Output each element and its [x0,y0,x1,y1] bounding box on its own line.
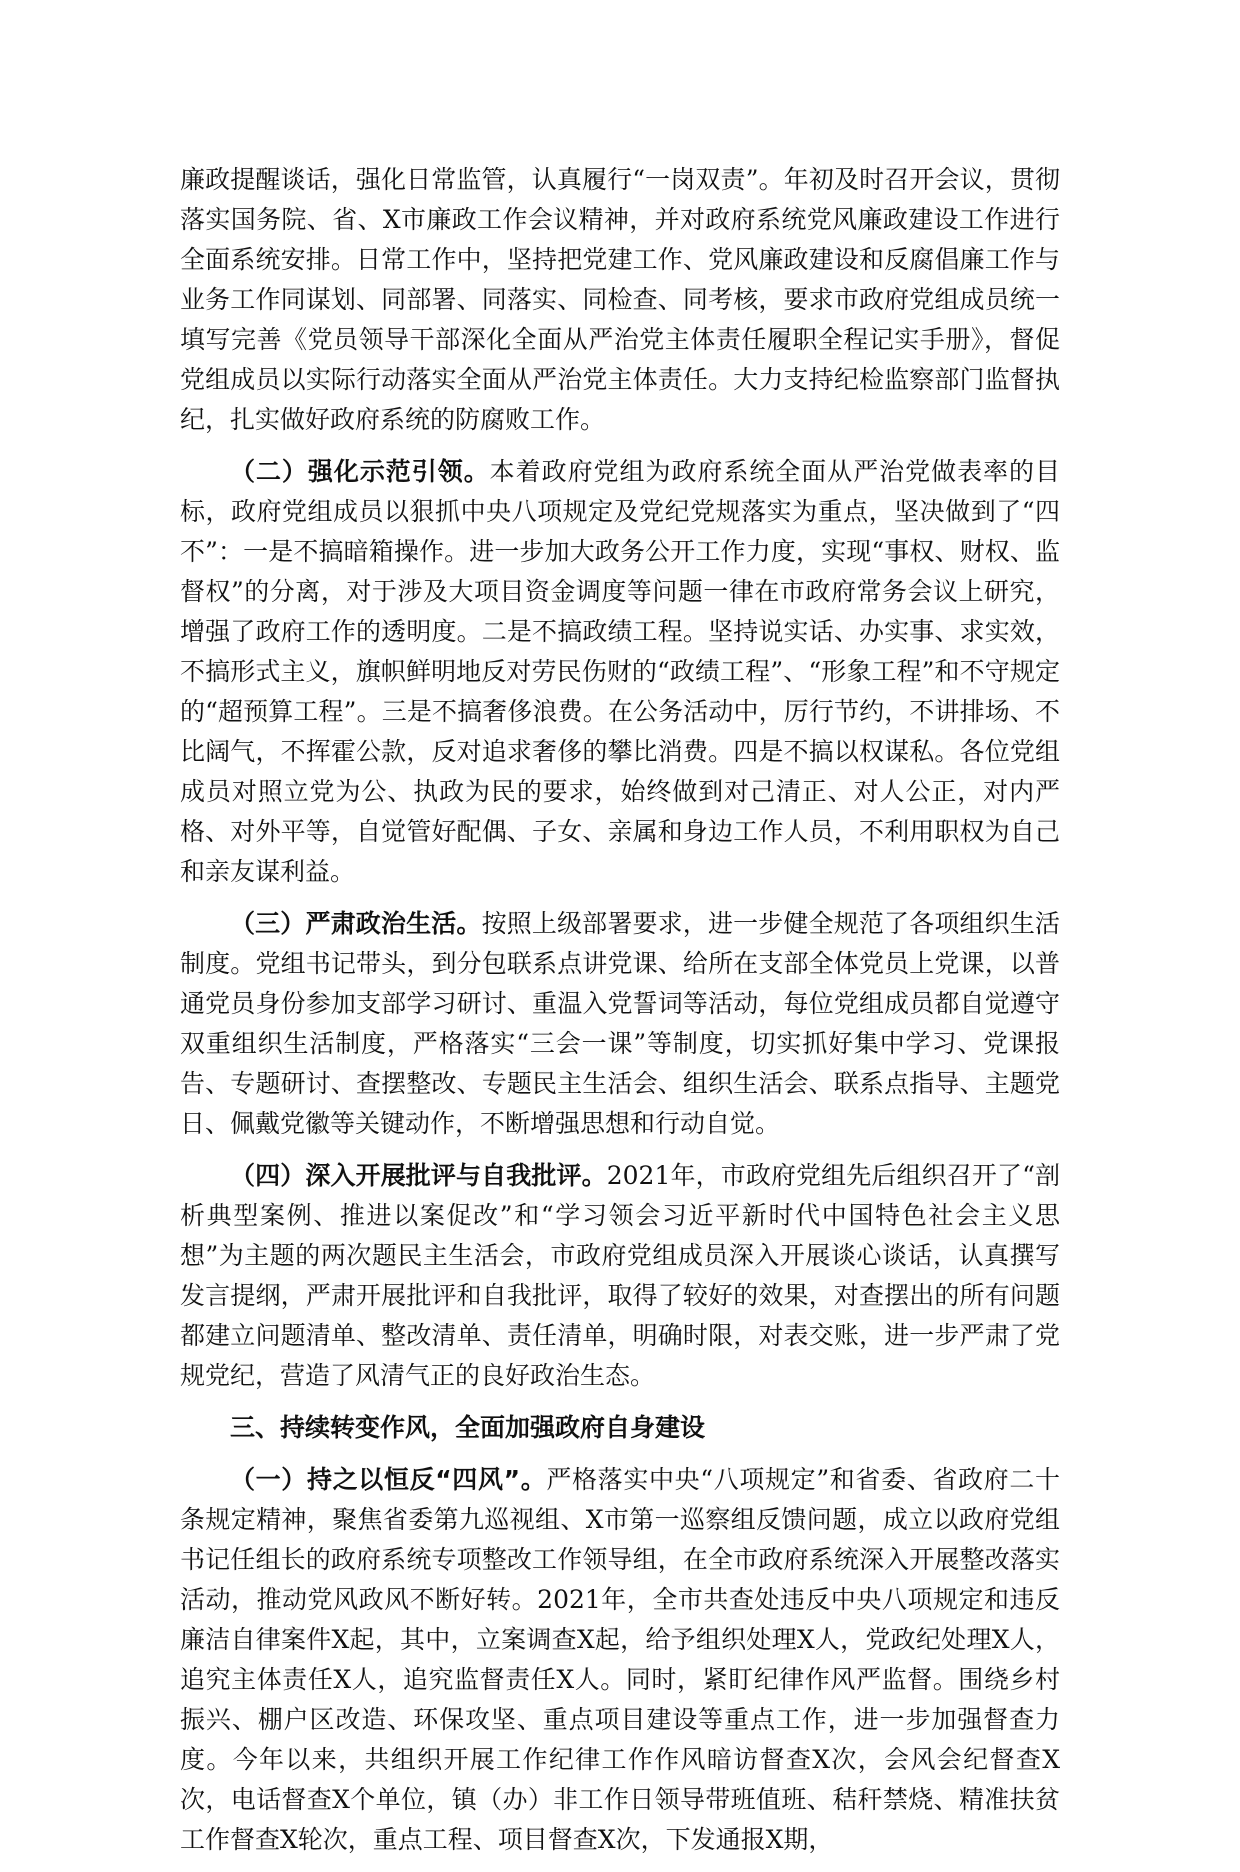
paragraph-3-text: 按照上级部署要求，进一步健全规范了各项组织生活制度。党组书记带头，到分包联系点讲党课、给所在支部全体党员上党课，以普通党员身份参加支部学习研讨、重温入党誓词等活动，每位党组成员都自觉遵守双重组织生活制度，严格落实“三会一课”等制度，切实抓好集中学习、党课报告、专题研讨、查摆整改、专题民主生活会、组织生活会、联系点指导、主题党日、佩戴党徽等关键动作，不断增强思想和行动自觉。 [180,909,1060,1138]
paragraph-4 [180,1156,1060,1396]
paragraph-1-text: 廉政提醒谈话，强化日常监管，认真履行“一岗双责”。年初及时召开会议，贯彻落实国务院、省、X市廉政工作会议精神，并对政府系统党风廉政建设工作进行全面系统安排。日常工作中，坚持把党建工作、党风廉政建设和反腐倡廉工作与业务工作同谋划、同部署、同落实、同检查、同考核，要求市政府党组成员统一填写完善《党员领导干部深化全面从严治党主体责任履职全程记实手册》，督促党组成员以实际行动落实全面从严治党主体责任。大力支持纪检监察部门监督执纪，扎实做好政府系统的防腐败工作。 [180,165,1060,434]
section-heading: 三、持续转变作风，全面加强政府自身建设 [230,1413,706,1442]
paragraph-3-lead: （三）严肃政治生活。 [230,909,482,938]
paragraph-2-lead: （二）强化示范引领。 [230,457,490,486]
paragraph-2-text: 本着政府党组为政府系统全面从严治党做表率的目标，政府党组成员以狠抓中央八项规定及党纪党规落实为重点，坚决做到了“四不”：一是不搞暗箱操作。进一步加大政务公开工作力度，实现“事权、财权、监督权”的分离，对于涉及大项目资金调度等问题一律在市政府常务会议上研究，增强了政府工作的透明度。二是不搞政绩工程。坚持说实话、办实事、求实效，不搞形式主义，旗帜鲜明地反对劳民伤财的“政绩工程”、“形象工程”和不守规定的“超预算工程”。三是不搞奢侈浪费。在公务活动中，厉行节约，不讲排场、不比阔气，不挥霍公款，反对追求奢侈的攀比消费。四是不搞以权谋私。各位党组成员对照立党为公、执政为民的要求，始终做到对己清正、对人公正，对内严格、对外平等，自觉管好配偶、子女、亲属和身边工作人员，不利用职权为自己和亲友谋利益。 [180,457,1060,886]
document-body [180,160,1060,1872]
paragraph-5 [180,1460,1060,1860]
paragraph-1 [180,160,1060,440]
paragraph-4-text: 2021年，市政府党组先后组织召开了“剖析典型案例、推进以案促改”和“学习领会习近平新时代中国特色社会主义思想”为主题的两次题民主生活会，市政府党组成员深入开展谈心谈话，认真撰写发言提纲，严肃开展批评和自我批评，取得了较好的效果，对查摆出的所有问题都建立问题清单、整改清单、责任清单，明确时限，对表交账，进一步严肃了党规党纪，营造了风清气正的良好政治生态。 [180,1161,1060,1390]
paragraph-2 [180,452,1060,892]
paragraph-3 [180,904,1060,1144]
paragraph-5-lead: （一）持之以恒反“四风”。 [230,1465,547,1494]
paragraph-5-text: 严格落实中央“八项规定”和省委、省政府二十条规定精神，聚焦省委第九巡视组、X市第一巡察组反馈问题，成立以政府党组书记任组长的政府系统专项整改工作领导组，在全市政府系统深入开展整改落实活动，推动党风政风不断好转。2021年，全市共查处违反中央八项规定和违反廉洁自律案件X起，其中，立案调查X起，给予组织处理X人，党政纪处理X人，追究主体责任X人，追究监督责任X人。同时，紧盯纪律作风严监督。围绕乡村振兴、棚户区改造、环保攻坚、重点项目建设等重点工作，进一步加强督查力度。今年以来，共组织开展工作纪律工作作风暗访督查X次，会风会纪督查X次，电话督查X个单位，镇（办）非工作日领导带班值班、秸秆禁烧、精准扶贫工作督查X轮次，重点工程、项目督查X次，下发通报X期， [180,1465,1060,1854]
paragraph-4-lead: （四）深入开展批评与自我批评。 [230,1161,607,1190]
